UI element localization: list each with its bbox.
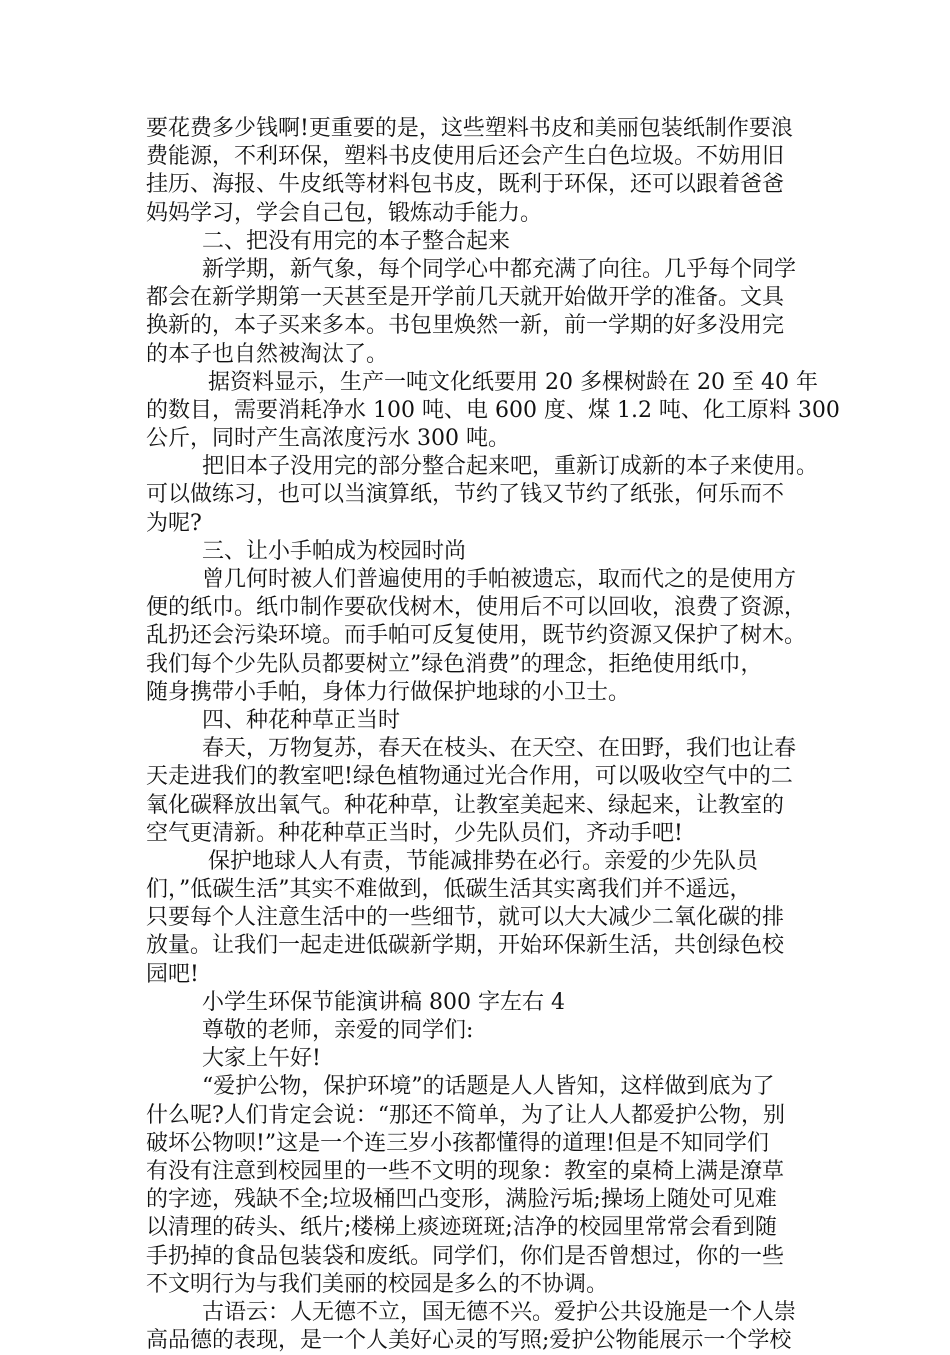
- text-line: 随身携带小手帕，身体力行做保护地球的小卫士。: [146, 679, 631, 705]
- text-line: 空气更清新。种花种草正当时，少先队员们，齐动手吧!: [146, 820, 683, 846]
- text-line: 小学生环保节能演讲稿 800 字左右 4: [202, 989, 565, 1015]
- text-line: 把旧本子没用完的部分整合起来吧，重新订成新的本子来使用。: [202, 454, 819, 480]
- text-line: 都会在新学期第一天甚至是开学前几天就开始做开学的准备。文具: [146, 285, 785, 311]
- text-line: 大家上午好!: [202, 1046, 321, 1072]
- text-line: 乱扔还会污染环境。而手帕可反复使用，既节约资源又保护了树木。: [146, 623, 807, 649]
- text-line: 曾几何时被人们普遍使用的手帕被遗忘，取而代之的是使用方: [202, 567, 797, 592]
- text-line: 挂历、海报、牛皮纸等材料包书皮，既利于环保，还可以跟着爸爸: [146, 172, 785, 198]
- text-line: 放量。让我们一起走进低碳新学期，开始环保新生活，共创绿色校: [146, 933, 785, 959]
- text-line: 什么呢?人们肯定会说：“那还不简单，为了让人人都爱护公物，别: [146, 1102, 786, 1128]
- text-line: 换新的，本子买来多本。书包里焕然一新，前一学期的好多没用完: [146, 313, 785, 339]
- text-line: 为呢?: [146, 510, 202, 536]
- text-line: 春天，万物复苏，春天在枝头、在天空、在田野，我们也让春: [202, 736, 797, 762]
- text-line: 以清理的砖头、纸片;楼梯上痰迹斑斑;洁净的校园里常常会看到随: [146, 1215, 777, 1241]
- text-line: 保护地球人人有责，节能减排势在必行。亲爱的少先队员: [208, 848, 759, 874]
- text-line: “爱护公物，保护环境”的话题是人人皆知，这样做到底为了: [202, 1074, 775, 1100]
- document-body: [146, 115, 840, 1355]
- text-line: 破坏公物呗!”这是一个连三岁小孩都懂得的道理!但是不知同学们: [146, 1130, 769, 1156]
- text-line: 我们每个少先队员都要树立”绿色消费”的理念，拒绝使用纸巾，: [146, 651, 763, 677]
- text-line: 高品德的表现，是一个人美好心灵的写照;爱护公物能展示一个学校: [146, 1328, 792, 1354]
- text-line: 们，”低碳生活”其实不难做到，低碳生活其实离我们并不遥远，: [146, 877, 752, 903]
- text-line: 古语云：人无德不立，国无德不兴。爱护公共设施是一个人崇: [202, 1299, 797, 1325]
- text-line: 有没有注意到校园里的一些不文明的现象：教室的桌椅上满是潦草: [146, 1158, 785, 1184]
- text-line: 可以做练习，也可以当演算纸，节约了钱又节约了纸张，何乐而不: [146, 482, 785, 508]
- text-line: 三、让小手帕成为校园时尚: [202, 538, 467, 564]
- text-line: 不文明行为与我们美丽的校园是多么的不协调。: [146, 1271, 609, 1297]
- text-line: 园吧!: [146, 961, 199, 987]
- text-line: 据资料显示，生产一吨文化纸要用 20 多棵树龄在 20 至 40 年: [208, 369, 818, 395]
- text-line: 的数目，需要消耗净水 100 吨、电 600 度、煤 1.2 吨、化工原料 300: [146, 397, 840, 423]
- text-line: 便的纸巾。纸巾制作要砍伐树木，使用后不可以回收，浪费了资源，: [146, 595, 807, 621]
- text-line: 尊敬的老师，亲爱的同学们:: [202, 1018, 474, 1043]
- text-line: 新学期，新气象，每个同学心中都充满了向往。几乎每个同学: [202, 256, 797, 282]
- text-line: 四、种花种草正当时: [202, 707, 401, 733]
- text-line: 的本子也自然被淘汰了。: [146, 341, 389, 367]
- text-line: 要花费多少钱啊!更重要的是，这些塑料书皮和美丽包装纸制作要浪: [146, 116, 793, 141]
- text-line: 只要每个人注意生活中的一些细节，就可以大大减少二氧化碳的排: [146, 905, 785, 931]
- text-line: 氧化碳释放出氧气。种花种草，让教室美起来、绿起来，让教室的: [146, 792, 785, 818]
- text-line: 费能源，不利环保，塑料书皮使用后还会产生白色垃圾。不妨用旧: [146, 144, 785, 170]
- text-line: 天走进我们的教室吧!绿色植物通过光合作用，可以吸收空气中的二: [146, 764, 793, 790]
- text-line: 公斤，同时产生高浓度污水 300 吨。: [146, 426, 510, 452]
- text-line: 手扔掉的食品包装袋和废纸。同学们，你们是否曾想过，你的一些: [146, 1243, 785, 1269]
- text-line: 二、把没有用完的本子整合起来: [202, 228, 511, 254]
- text-line: 的字迹，残缺不全;垃圾桶凹凸变形，满脸污垢;操场上随处可见难: [146, 1187, 777, 1213]
- text-line: 妈妈学习，学会自己包，锻炼动手能力。: [146, 200, 543, 226]
